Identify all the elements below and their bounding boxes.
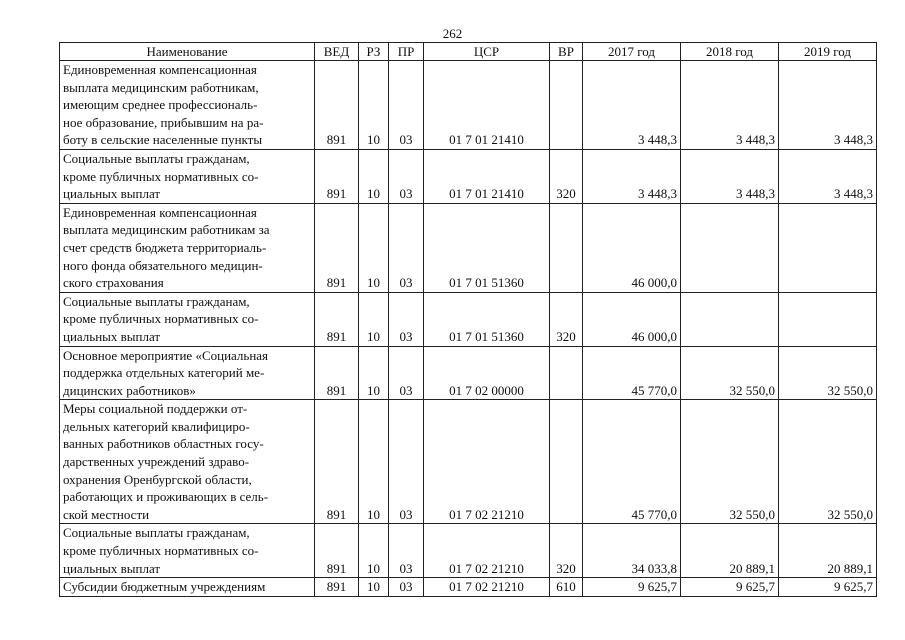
name-line: дельных категорий квалифициро-	[63, 418, 250, 434]
cell-pr: 03	[389, 346, 424, 400]
cell-csr: 01 7 01 21410	[424, 149, 550, 203]
cell-vr	[550, 400, 583, 524]
cell-csr: 01 7 01 51360	[424, 292, 550, 346]
name-line: кроме публичных нормативных со-	[63, 311, 259, 327]
cell-rz: 10	[359, 524, 389, 578]
cell-rz: 10	[359, 61, 389, 150]
cell-rz: 10	[359, 578, 389, 597]
cell-csr: 01 7 02 21210	[424, 524, 550, 578]
cell-vr: 320	[550, 524, 583, 578]
cell-2017: 3 448,3	[583, 61, 681, 150]
name-line: Субсидии бюджетным учреждениям	[63, 579, 266, 595]
name-line: поддержка отдельных категорий ме-	[63, 365, 265, 381]
cell-2019	[779, 292, 877, 346]
cell-vr	[550, 61, 583, 150]
cell-vr: 320	[550, 292, 583, 346]
page-number: 262	[442, 26, 463, 41]
cell-2017: 45 770,0	[583, 346, 681, 400]
cell-rz: 10	[359, 149, 389, 203]
table-row	[60, 524, 877, 578]
cell-rz: 10	[359, 346, 389, 400]
cell-2019	[779, 203, 877, 292]
cell-2017: 3 448,3	[583, 149, 681, 203]
table-row	[60, 578, 877, 597]
cell-pr: 03	[389, 61, 424, 150]
name-line: счет средств бюджета территориаль-	[63, 239, 267, 255]
table-row	[60, 400, 877, 524]
name-line: Единовременная компенсационная	[63, 62, 257, 77]
header-vr: ВР	[550, 43, 583, 61]
table-row	[60, 292, 877, 346]
name-line: ное образование, прибывшим на ра-	[63, 114, 264, 130]
name-line: кроме публичных нормативных со-	[63, 168, 259, 184]
cell-2019: 32 550,0	[779, 400, 877, 524]
name-line: циальных выплат	[63, 186, 161, 202]
name-line: выплата медицинским работникам,	[63, 79, 259, 95]
cell-2017: 34 033,8	[583, 524, 681, 578]
cell-name	[60, 61, 315, 150]
cell-rz: 10	[359, 292, 389, 346]
cell-name	[60, 524, 315, 578]
cell-ved: 891	[315, 149, 359, 203]
table-row	[60, 346, 877, 400]
cell-2019: 3 448,3	[779, 61, 877, 150]
name-line: Единовременная компенсационная	[63, 204, 257, 220]
cell-rz: 10	[359, 203, 389, 292]
cell-ved: 891	[315, 292, 359, 346]
name-line: Социальные выплаты гражданам,	[63, 525, 250, 541]
header-2018: 2018 год	[681, 43, 779, 61]
cell-ved: 891	[315, 578, 359, 597]
name-line: дарственных учреждений здраво-	[63, 454, 250, 470]
cell-2018	[681, 203, 779, 292]
header-rz: РЗ	[359, 43, 389, 61]
cell-name	[60, 346, 315, 400]
table-body	[60, 61, 877, 597]
name-line: работающих и проживающих в сель-	[63, 489, 269, 505]
cell-vr	[550, 203, 583, 292]
cell-rz: 10	[359, 400, 389, 524]
cell-2017: 45 770,0	[583, 400, 681, 524]
cell-2018: 32 550,0	[681, 400, 779, 524]
cell-vr	[550, 346, 583, 400]
name-line: имеющим среднее профессиональ-	[63, 97, 258, 113]
header-2017: 2017 год	[583, 43, 681, 61]
name-line: выплата медицинским работникам за	[63, 222, 270, 238]
cell-2018: 3 448,3	[681, 61, 779, 150]
name-line: ванных работников областных госу-	[63, 436, 264, 452]
name-line: Основное мероприятие «Социальная	[63, 347, 269, 363]
name-line: дицинских работников»	[63, 382, 196, 398]
name-line: циальных выплат	[63, 560, 161, 576]
budget-table	[59, 42, 877, 597]
cell-2018: 3 448,3	[681, 149, 779, 203]
cell-csr: 01 7 02 21210	[424, 578, 550, 597]
cell-name	[60, 203, 315, 292]
header-2019: 2019 год	[779, 43, 877, 61]
name-line: Меры социальной поддержки от-	[63, 401, 248, 417]
cell-pr: 03	[389, 149, 424, 203]
cell-ved: 891	[315, 400, 359, 524]
header-pr: ПР	[389, 43, 424, 61]
cell-name	[60, 578, 315, 597]
name-line: кроме публичных нормативных со-	[63, 543, 259, 559]
cell-2019: 9 625,7	[779, 578, 877, 597]
name-line: циальных выплат	[63, 328, 161, 344]
cell-ved: 891	[315, 61, 359, 150]
cell-ved: 891	[315, 203, 359, 292]
name-line: ного фонда обязательного медицин-	[63, 257, 263, 273]
cell-vr: 320	[550, 149, 583, 203]
name-line: Социальные выплаты гражданам,	[63, 150, 250, 166]
cell-pr: 03	[389, 292, 424, 346]
table-row	[60, 149, 877, 203]
cell-csr: 01 7 01 51360	[424, 203, 550, 292]
cell-2019: 32 550,0	[779, 346, 877, 400]
cell-ved: 891	[315, 524, 359, 578]
name-line: боту в сельские населенные пункты	[63, 132, 263, 148]
cell-2018	[681, 292, 779, 346]
cell-2017: 9 625,7	[583, 578, 681, 597]
cell-2019: 20 889,1	[779, 524, 877, 578]
table-row	[60, 203, 877, 292]
cell-name	[60, 149, 315, 203]
cell-pr: 03	[389, 203, 424, 292]
cell-csr: 01 7 02 00000	[424, 346, 550, 400]
cell-name	[60, 292, 315, 346]
cell-2018: 32 550,0	[681, 346, 779, 400]
name-line: Социальные выплаты гражданам,	[63, 293, 250, 309]
cell-2017: 46 000,0	[583, 292, 681, 346]
cell-pr: 03	[389, 578, 424, 597]
header-row	[60, 43, 877, 61]
cell-2018: 9 625,7	[681, 578, 779, 597]
cell-2017: 46 000,0	[583, 203, 681, 292]
cell-csr: 01 7 01 21410	[424, 61, 550, 150]
cell-ved: 891	[315, 346, 359, 400]
cell-vr: 610	[550, 578, 583, 597]
name-line: ской местности	[63, 506, 150, 522]
cell-pr: 03	[389, 524, 424, 578]
table-row	[60, 61, 877, 150]
header-ved: ВЕД	[315, 43, 359, 61]
cell-pr: 03	[389, 400, 424, 524]
header-csr: ЦСР	[424, 43, 550, 61]
name-line: охранения Оренбургской области,	[63, 471, 252, 487]
cell-2018: 20 889,1	[681, 524, 779, 578]
cell-csr: 01 7 02 21210	[424, 400, 550, 524]
cell-2019: 3 448,3	[779, 149, 877, 203]
cell-name	[60, 400, 315, 524]
header-name: Наименование	[60, 43, 315, 61]
name-line: ского страхования	[63, 275, 164, 291]
